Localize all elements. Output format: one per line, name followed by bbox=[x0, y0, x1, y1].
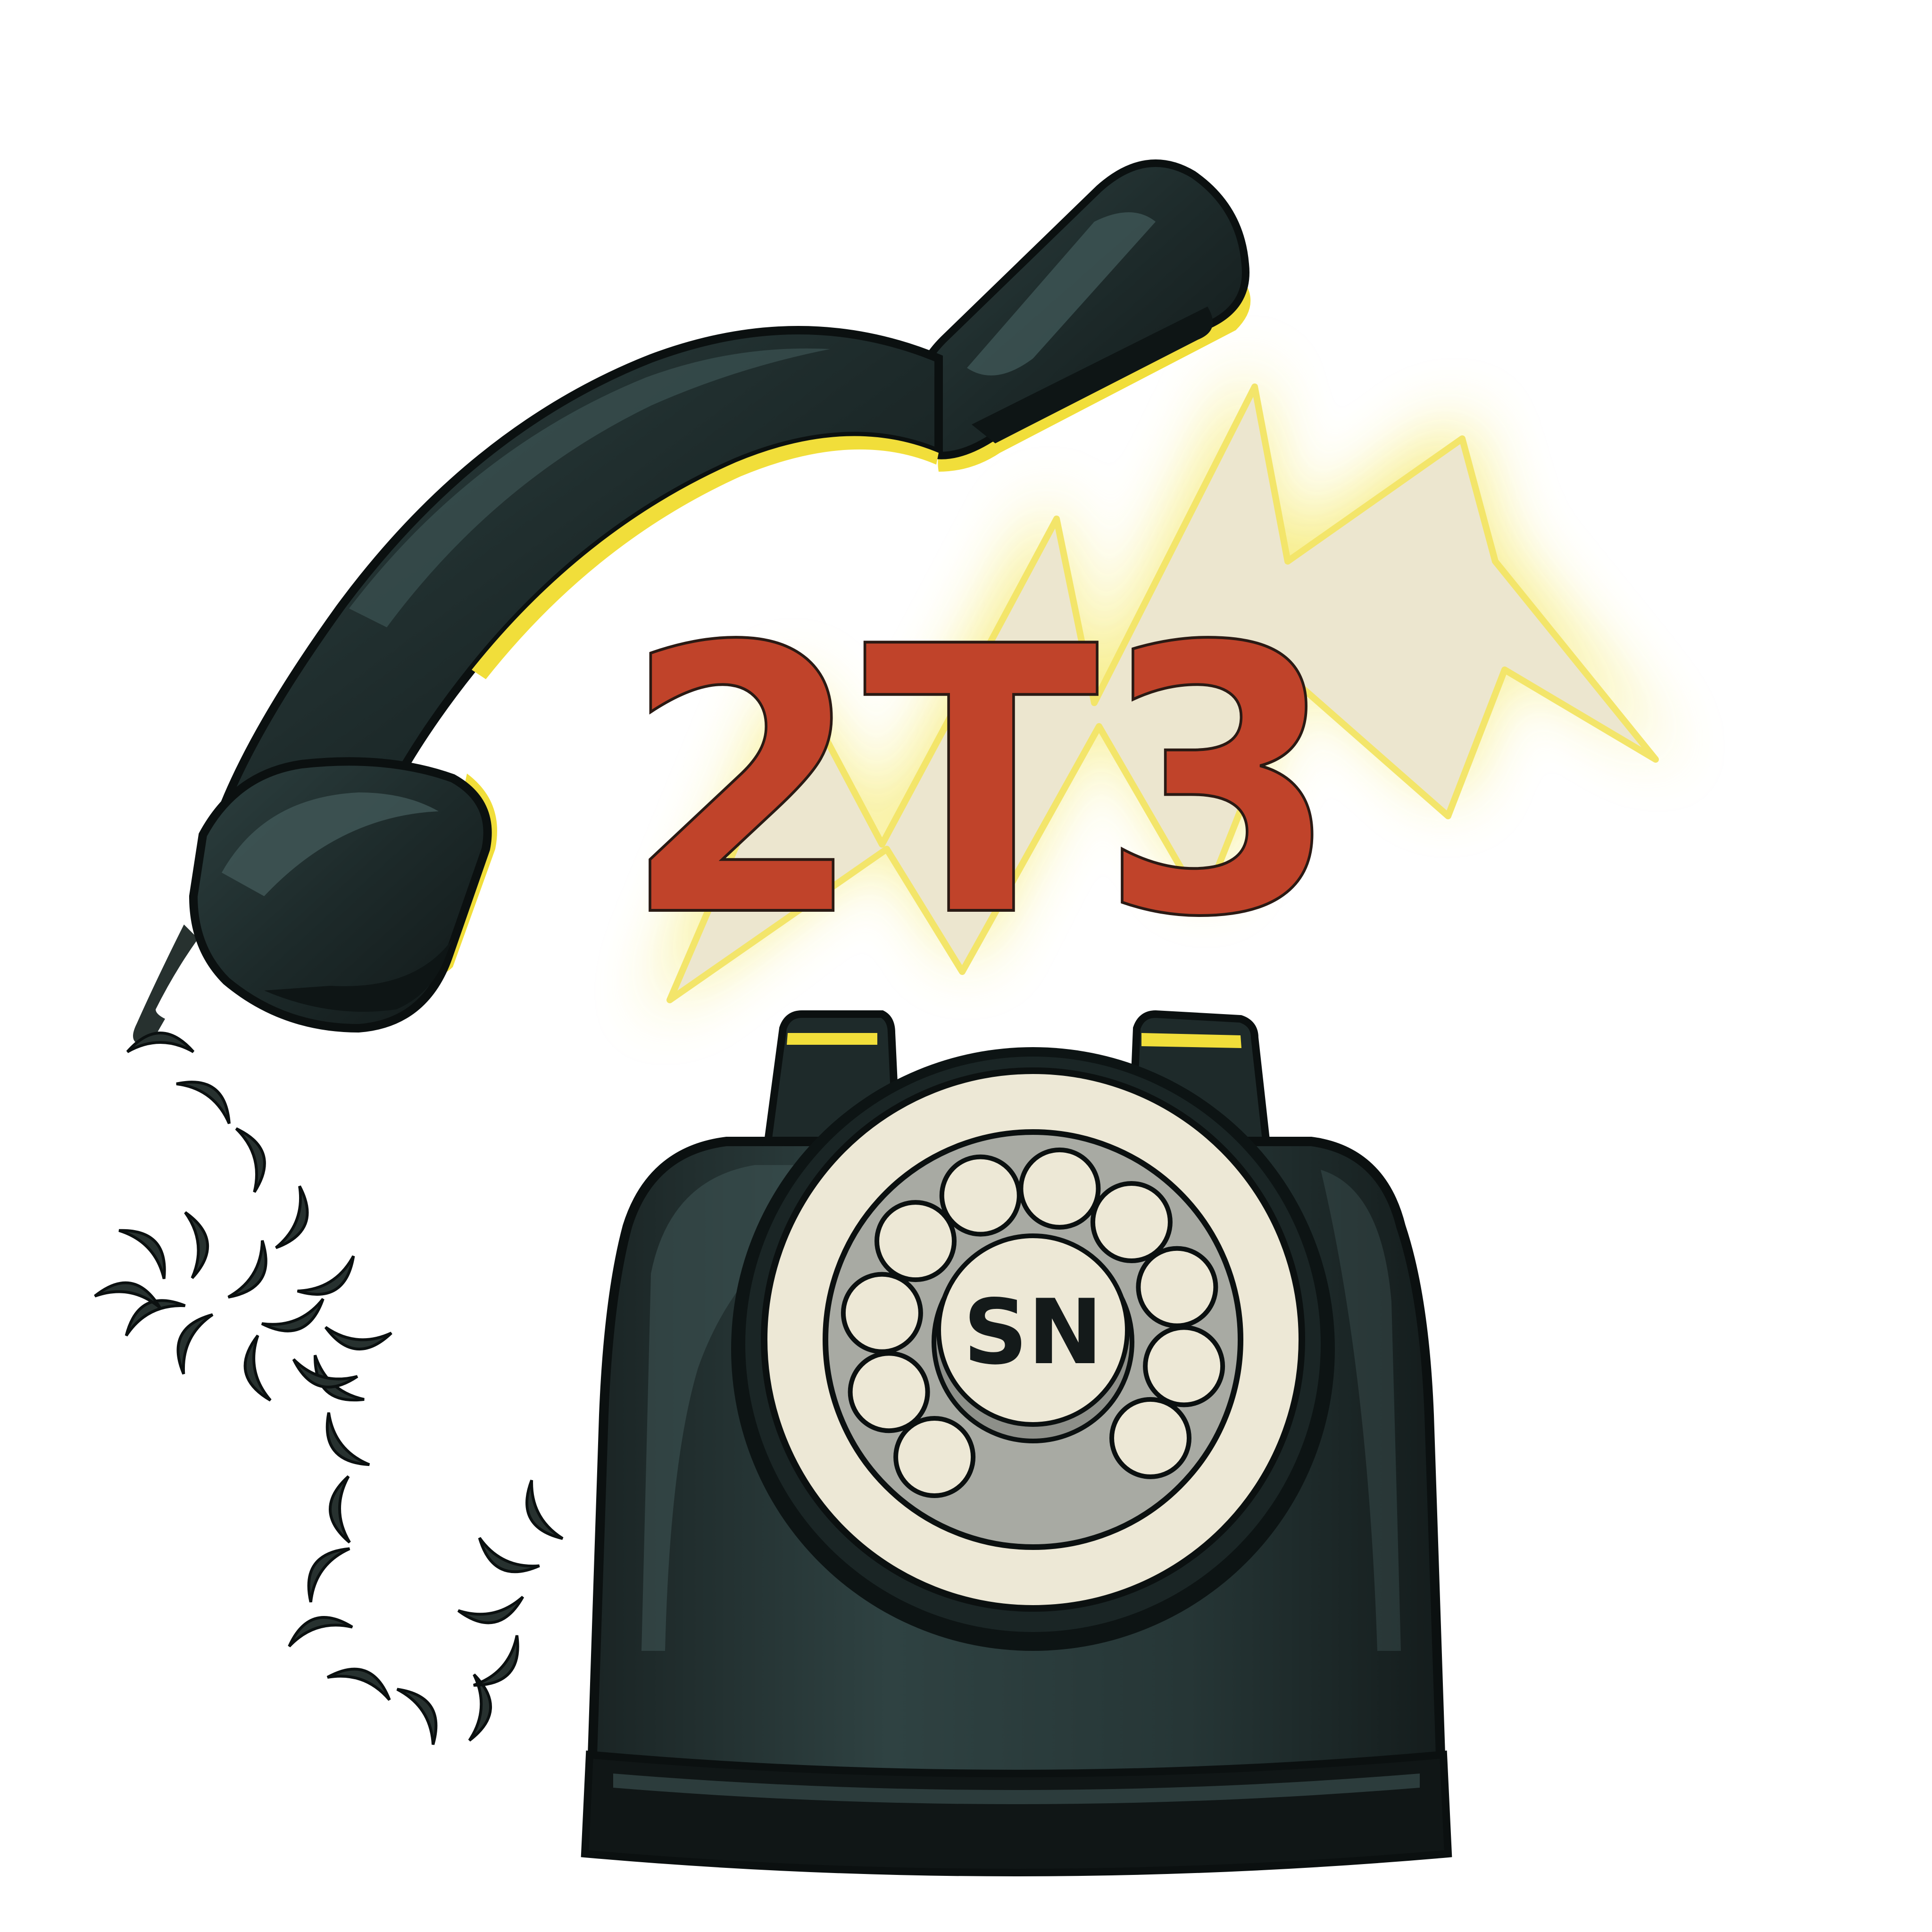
cord-coil bbox=[228, 1241, 278, 1307]
cord-coil bbox=[276, 1186, 317, 1255]
finger-hole bbox=[877, 1202, 954, 1280]
finger-hole bbox=[1112, 1399, 1189, 1477]
cord-coil bbox=[176, 1069, 241, 1124]
cord-coil bbox=[95, 1277, 163, 1307]
finger-hole bbox=[896, 1418, 973, 1496]
cord-coil bbox=[314, 1413, 369, 1476]
cord-coil bbox=[397, 1679, 449, 1745]
cord-coil bbox=[327, 1659, 396, 1699]
cord-coil bbox=[289, 1359, 358, 1395]
coiled-cord bbox=[95, 924, 563, 1745]
cord-coil bbox=[119, 1218, 178, 1279]
rotary-dial bbox=[731, 1047, 1335, 1651]
cord-coil bbox=[283, 1609, 352, 1646]
dial-center-text: SN bbox=[963, 1280, 1103, 1384]
cord-coil bbox=[458, 1597, 527, 1629]
cord-coil bbox=[185, 1210, 211, 1278]
logo-2t3-text: 2T3 bbox=[623, 569, 1340, 997]
cord-coil bbox=[330, 1476, 350, 1543]
finger-hole bbox=[1138, 1249, 1216, 1326]
cord-coil bbox=[324, 1327, 391, 1352]
cord-coil bbox=[295, 1538, 350, 1602]
cord-coil bbox=[236, 1124, 273, 1192]
finger-hole bbox=[942, 1157, 1019, 1234]
cord-coil bbox=[298, 1256, 364, 1307]
cord-coil bbox=[472, 1538, 540, 1582]
finger-hole bbox=[843, 1274, 921, 1352]
cord-coil bbox=[167, 1307, 212, 1374]
cord-coil bbox=[262, 1299, 330, 1341]
finger-hole bbox=[1093, 1183, 1170, 1261]
finger-hole bbox=[1021, 1150, 1098, 1227]
finger-hole bbox=[850, 1353, 928, 1431]
cord-coil bbox=[239, 1335, 270, 1404]
finger-hole bbox=[1145, 1327, 1223, 1405]
cord-coil bbox=[515, 1480, 563, 1547]
